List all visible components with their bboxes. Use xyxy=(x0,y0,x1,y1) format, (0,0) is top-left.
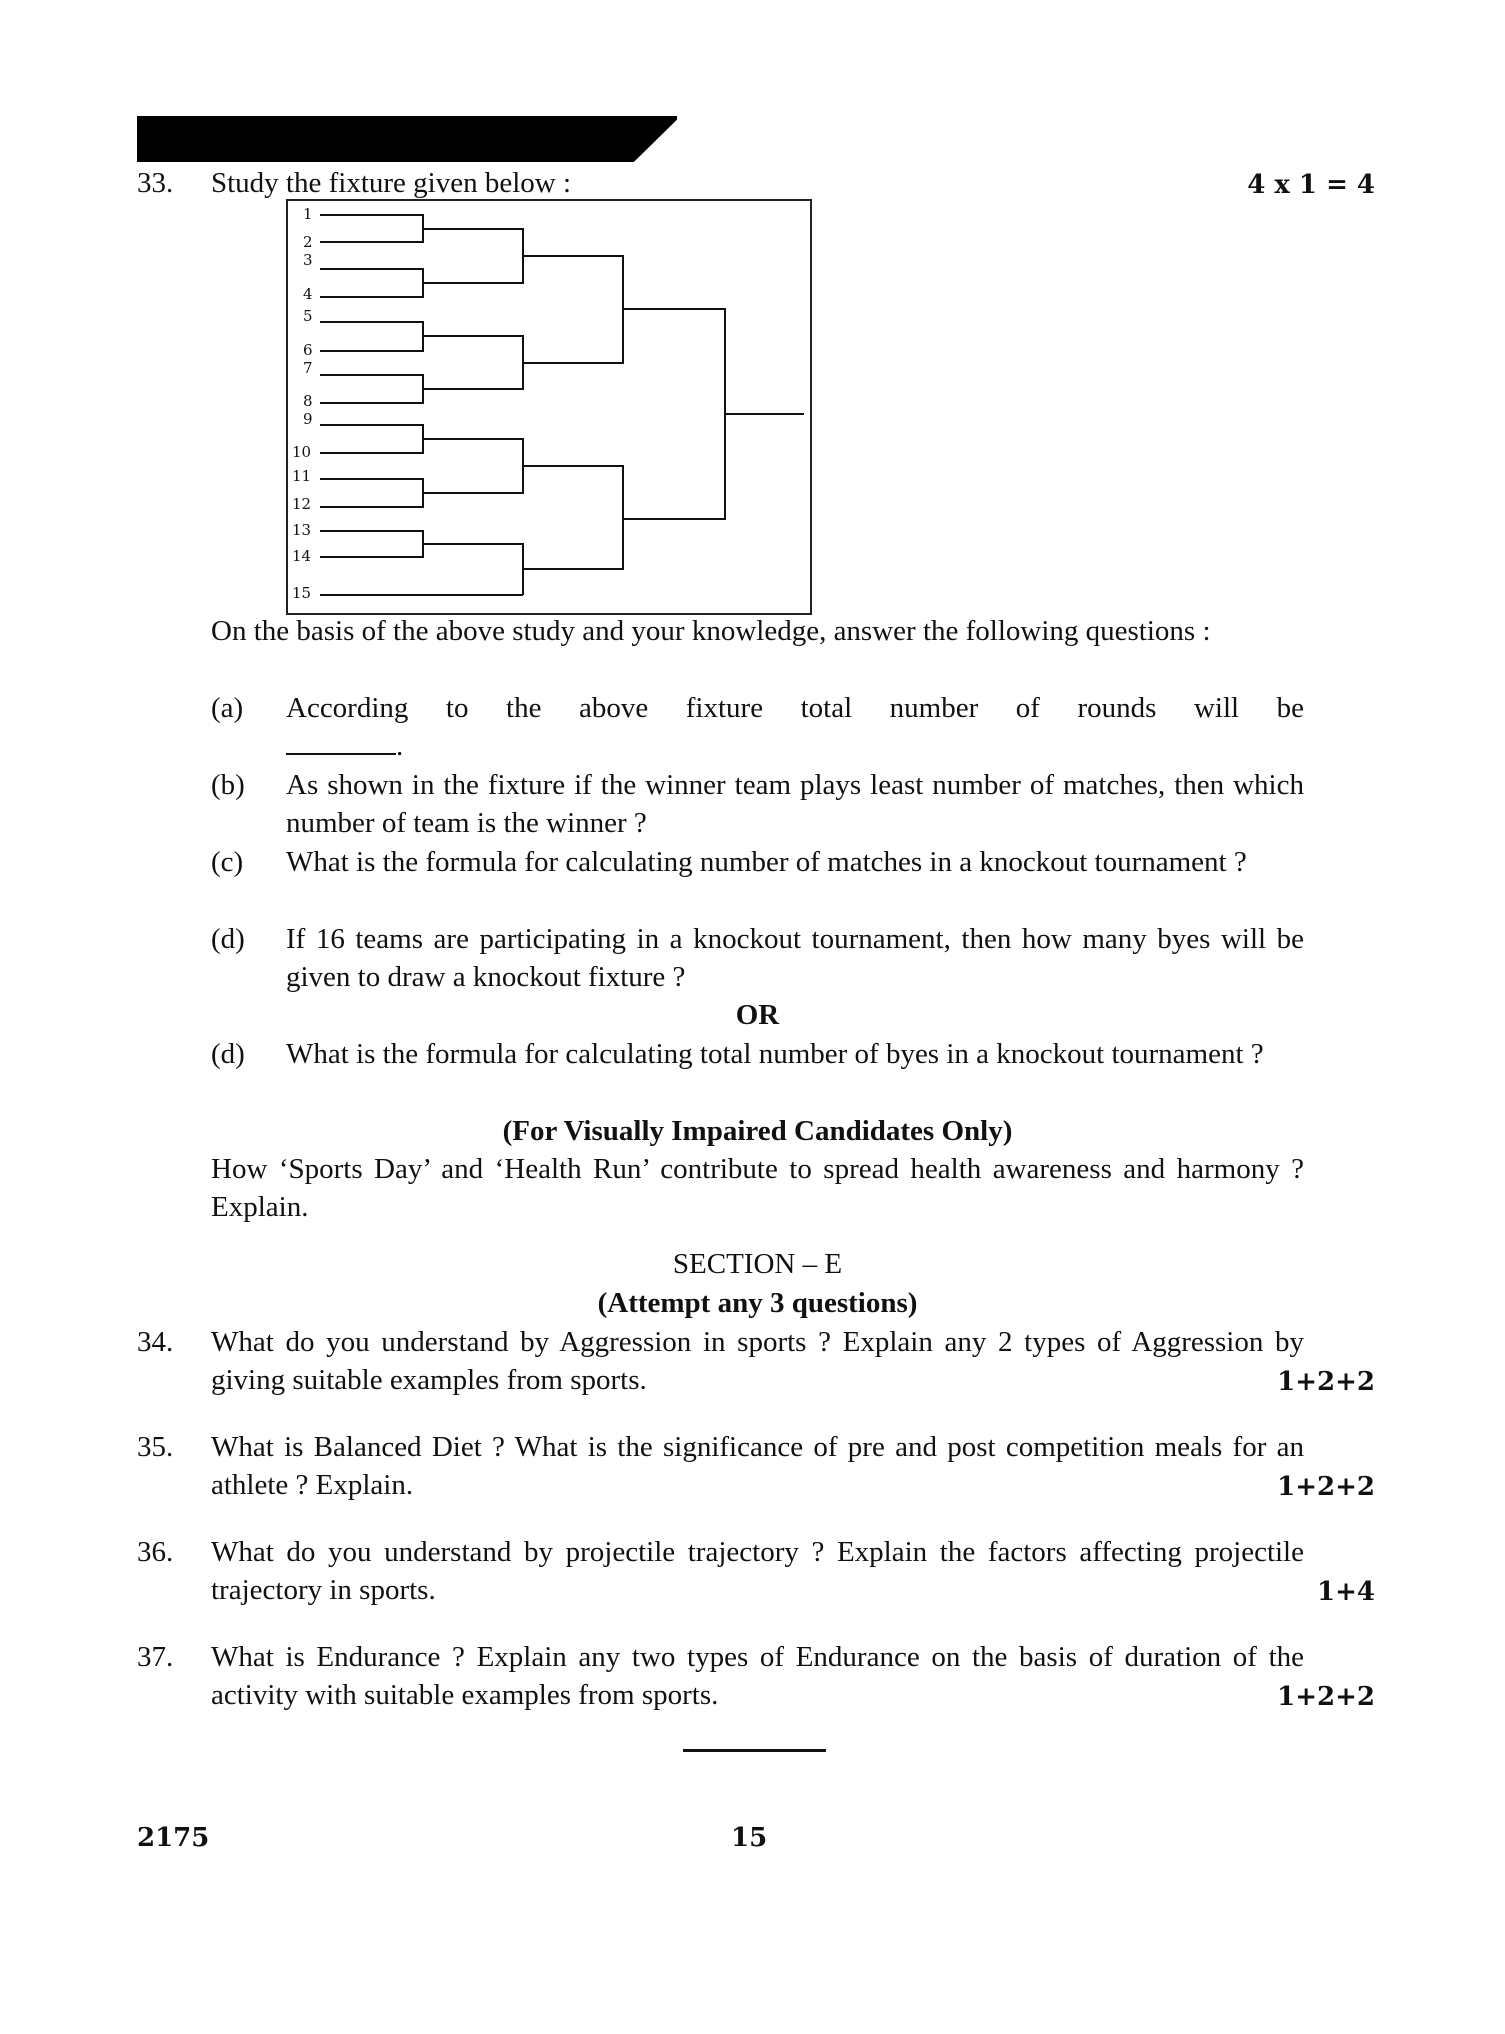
question-36-number: 36. xyxy=(137,1536,174,1568)
question-34-marks: 1+2+2 xyxy=(1277,1367,1375,1397)
team-label: 13 xyxy=(292,521,312,539)
sub-label: (c) xyxy=(211,846,244,878)
or-divider: OR xyxy=(735,999,780,1031)
team-label: 4 xyxy=(303,285,313,303)
team-label: 15 xyxy=(292,584,312,602)
question-33-marks: 4 x 1 = 4 xyxy=(1247,170,1375,200)
question-35-text: What is Balanced Diet ? What is the significance of pre and post competition meals for an athlete ? Explain. xyxy=(211,1431,1304,1501)
team-label: 7 xyxy=(303,359,313,377)
question-37-text: What is Endurance ? Explain any two types of Endurance on the basis of duration of the activity with suitable examples from sports. xyxy=(211,1641,1304,1711)
team-label: 9 xyxy=(303,410,313,428)
section-e-subtitle: (Attempt any 3 questions) xyxy=(597,1287,918,1319)
blank-end: . xyxy=(396,730,404,762)
question-34-number: 34. xyxy=(137,1326,174,1358)
knockout-fixture xyxy=(286,199,812,615)
section-e-title: SECTION – E xyxy=(672,1248,843,1280)
answer-blank xyxy=(286,727,403,765)
question-35-marks: 1+2+2 xyxy=(1277,1472,1375,1502)
team-label: 3 xyxy=(303,251,313,269)
team-labels xyxy=(292,205,313,602)
team-label: 10 xyxy=(292,443,312,461)
visually-impaired-heading: (For Visually Impaired Candidates Only) xyxy=(502,1115,1013,1147)
redaction-bar xyxy=(137,116,677,162)
fixture-diagram xyxy=(288,201,810,613)
sub-text: What is the formula for calculating number of matches in a knockout tournament ? xyxy=(286,846,1247,878)
question-36-text: What do you understand by projectile trajectory ? Explain the factors affecting projectile trajectory in sports. xyxy=(211,1536,1304,1606)
end-rule xyxy=(683,1749,826,1752)
sub-text: As shown in the fixture if the winner team plays least number of matches, then which number of team is the winner ? xyxy=(286,769,1304,839)
sub-label: (b) xyxy=(211,769,245,801)
team-label: 1 xyxy=(303,205,313,223)
team-label: 12 xyxy=(292,495,312,513)
visually-impaired-question: How ‘Sports Day’ and ‘Health Run’ contribute to spread health awareness and harmony ? Explain. xyxy=(211,1153,1304,1223)
question-37-marks: 1+2+2 xyxy=(1277,1682,1375,1712)
question-36-marks: 1+4 xyxy=(1317,1577,1375,1607)
fixture-lines xyxy=(320,215,804,595)
question-34-text: What do you understand by Aggression in sports ? Explain any 2 types of Aggression by giving suitable examples from sports. xyxy=(211,1326,1304,1396)
sub-label: (d) xyxy=(211,1038,245,1070)
team-label: 2 xyxy=(303,233,313,251)
sub-text: If 16 teams are participating in a knockout tournament, then how many byes will be given to draw a knockout fixture ? xyxy=(286,923,1304,993)
question-33-title: Study the fixture given below : xyxy=(211,167,572,199)
sub-text: According to the above fixture total number of rounds will be xyxy=(286,692,1304,724)
question-33-number: 33. xyxy=(137,167,174,199)
sub-label: (d) xyxy=(211,923,245,955)
team-label: 8 xyxy=(303,392,313,410)
team-label: 5 xyxy=(303,307,313,325)
team-label: 6 xyxy=(303,341,313,359)
sub-label: (a) xyxy=(211,692,244,724)
question-35-number: 35. xyxy=(137,1431,174,1463)
question-33-intro: On the basis of the above study and your knowledge, answer the following questions : xyxy=(211,615,1211,647)
team-label: 11 xyxy=(292,467,312,485)
question-37-number: 37. xyxy=(137,1641,174,1673)
sub-text: What is the formula for calculating total number of byes in a knockout tournament ? xyxy=(286,1038,1264,1070)
blank-line xyxy=(286,727,396,755)
paper-code: 2175 xyxy=(137,1823,210,1853)
team-label: 14 xyxy=(292,547,312,565)
page-number: 15 xyxy=(731,1823,768,1853)
